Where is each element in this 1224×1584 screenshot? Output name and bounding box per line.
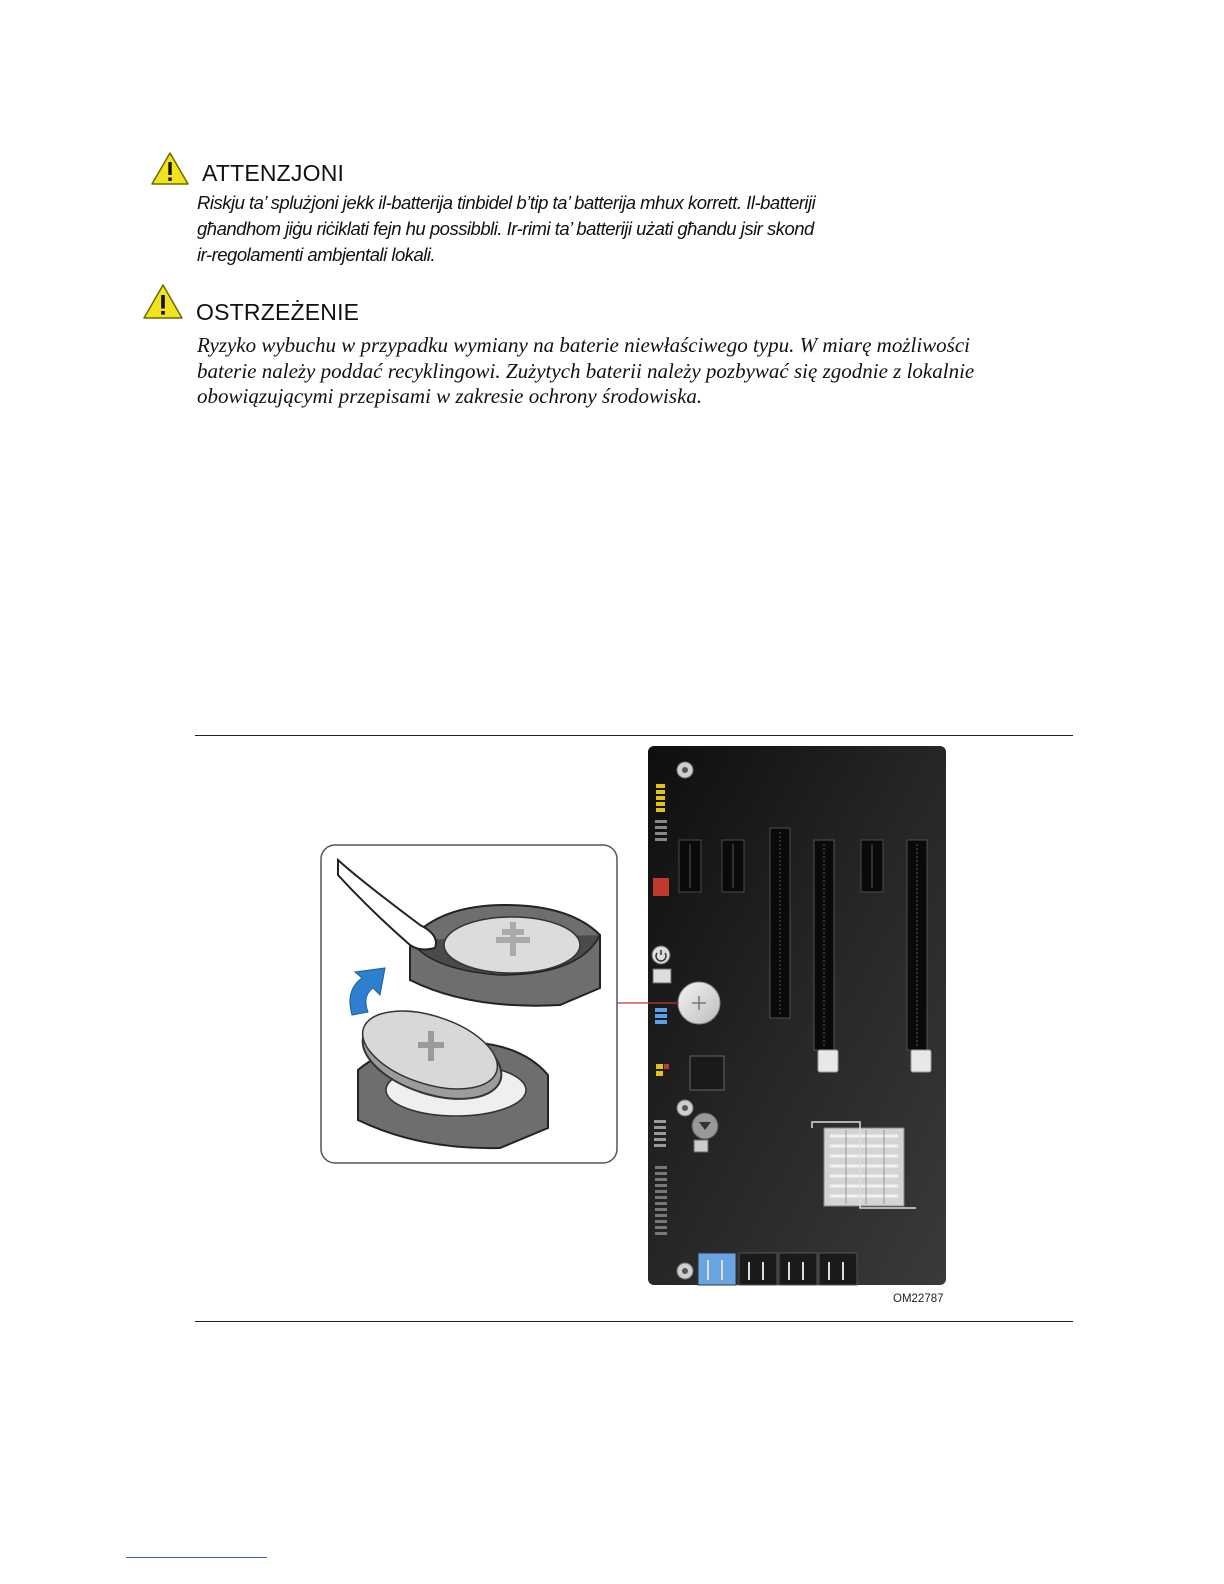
warning-title-polish: OSTRZEŻENIE	[196, 299, 360, 325]
heatsink	[812, 1122, 916, 1208]
figure-code: OM22787	[893, 1293, 944, 1305]
warning-line: għandhom jiġu riċiklati fejn hu possibbli. Ir-rimi ta’ batteriji użati għandu jsir skond	[197, 218, 814, 239]
warning-line: baterie należy poddać recyklingowi. Zużytych baterii należy pozbywać się zgodnie z lokalnie	[197, 358, 975, 383]
reset-button	[653, 969, 671, 983]
blue-header	[655, 1008, 667, 1024]
warning-line: Riskju ta’ splużjoni jekk il-batterija tinbidel b’tip ta’ batterija mhux korrett. Il-batteriji	[197, 192, 816, 213]
battery-inset	[321, 845, 617, 1163]
chip	[690, 1056, 724, 1090]
warning-line: obowiązującymi przepisami w zakresie ochrony środowiska.	[197, 384, 703, 408]
warning-line: ir-regolamenti ambjentali lokali.	[197, 244, 436, 265]
warning-line: Ryzyko wybuchu w przypadku wymiany na baterie niewłaściwego typu. W miarę możliwości	[197, 333, 970, 357]
red-component	[653, 878, 669, 896]
footnote-divider	[126, 1557, 267, 1558]
motherboard	[648, 746, 946, 1285]
warning-title-maltese: ATTENZJONI	[202, 160, 345, 186]
sata-connectors	[698, 1253, 857, 1285]
battery-holder	[410, 905, 600, 1006]
